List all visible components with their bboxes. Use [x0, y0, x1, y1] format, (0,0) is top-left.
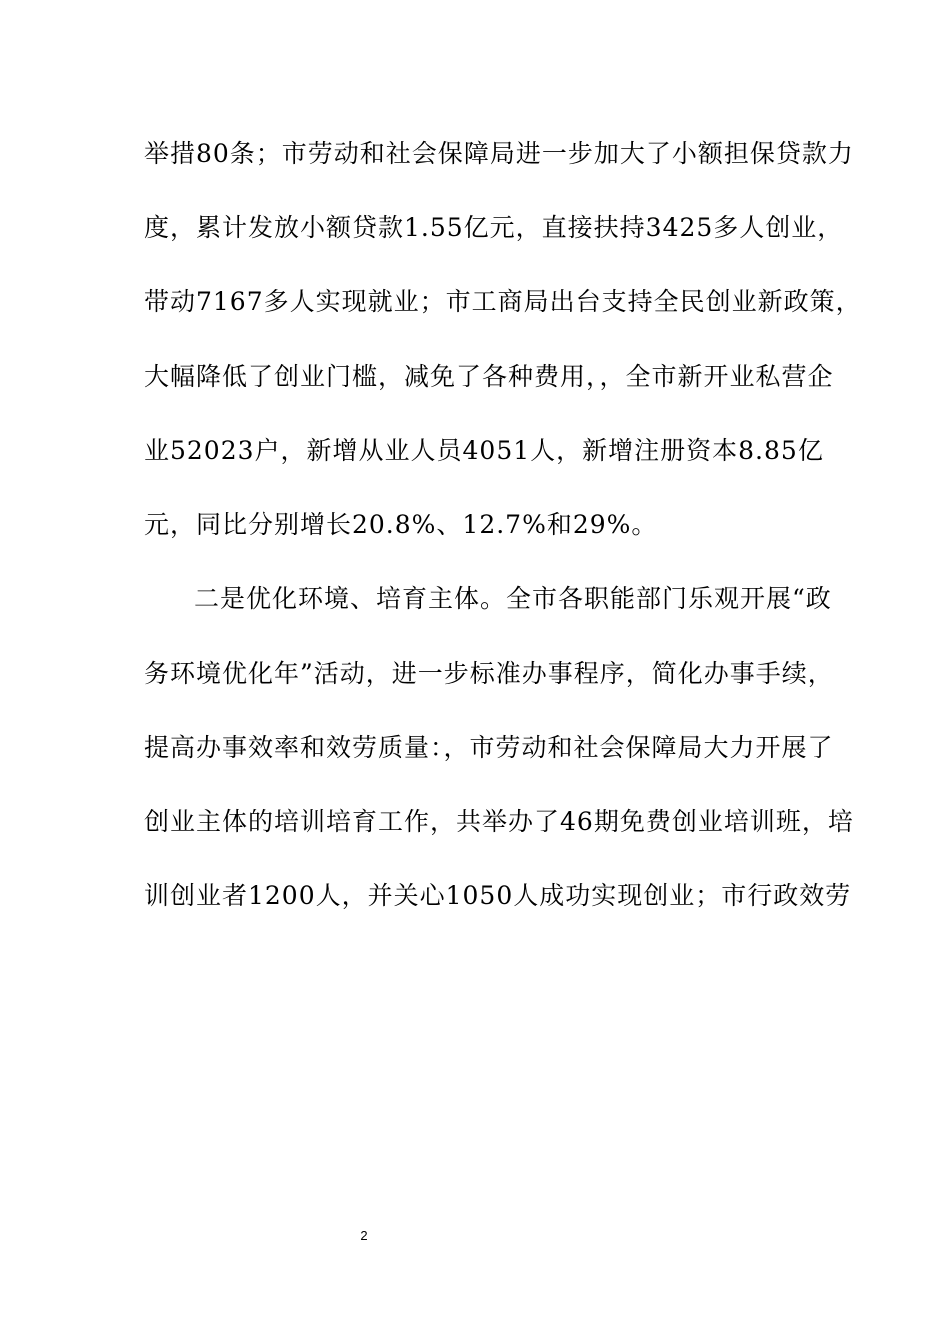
text-line-3: 带动7167多人实现就业；市工商局出台支持全民创业新政策， [144, 287, 862, 316]
text-line-8: 务环境优化年”活动，进一步标准办事程序，简化办事手续， [144, 659, 834, 688]
text-line-11: 训创业者1200人，并关心1050人成功实现创业；市行政效劳 [144, 881, 852, 910]
text-line-9: 提高办事效率和效劳质量：，市劳动和社会保障局大力开展了 [144, 733, 834, 762]
text-line-1: 举措80条；市劳动和社会保障局进一步加大了小额担保贷款力 [144, 139, 854, 168]
page-number: 2 [360, 1228, 368, 1243]
text-line-10: 创业主体的培训培育工作，共举办了46期免费创业培训班，培 [144, 807, 854, 836]
text-line-6: 元，同比分别增长20.8%、12.7%和29%。 [144, 510, 658, 539]
text-line-2: 度，累计发放小额贷款1.55亿元，直接扶持3425多人创业， [144, 213, 844, 242]
text-line-7: 二是优化环境、培育主体。全市各职能部门乐观开展“政 [194, 584, 832, 613]
text-line-4: 大幅降低了创业门槛，减免了各种费用，，全市新开业私营企 [144, 362, 834, 391]
text-line-5: 业52023户，新增从业人员4051人，新增注册资本8.85亿 [144, 436, 824, 465]
